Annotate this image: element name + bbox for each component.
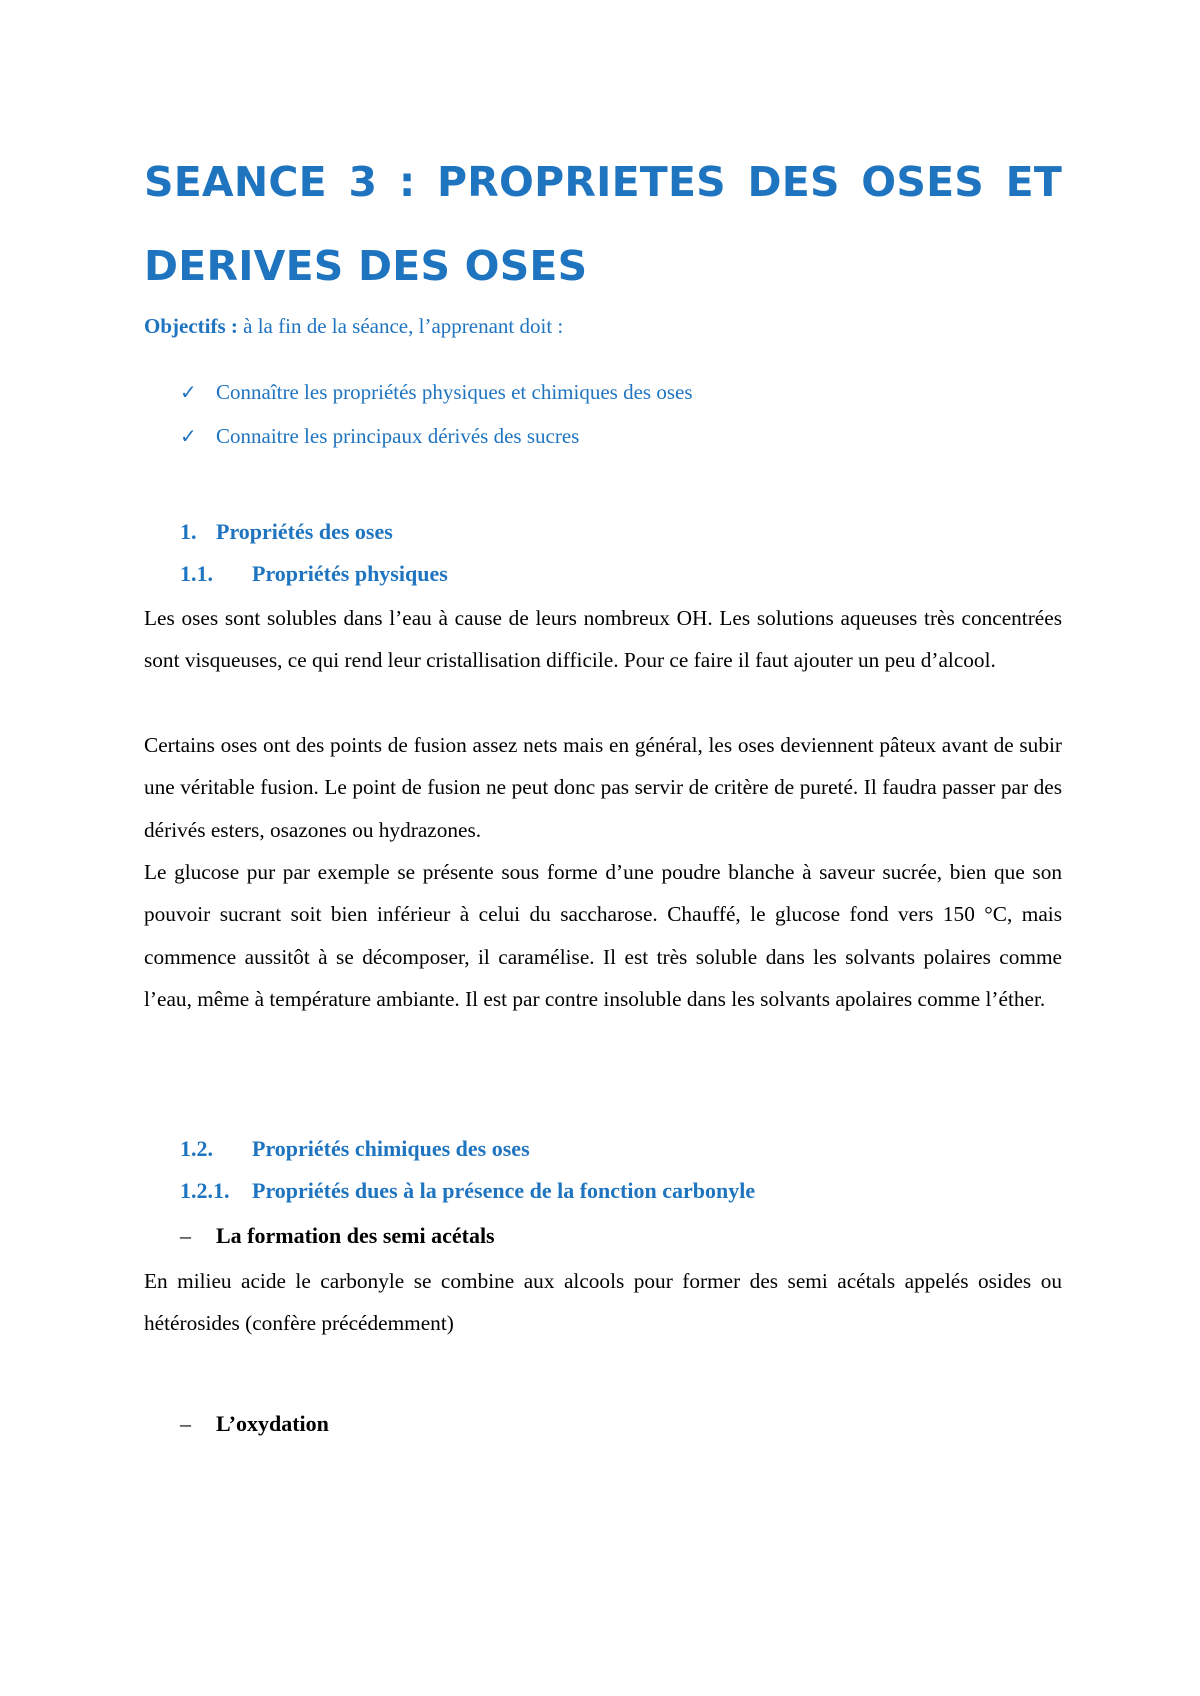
section-title: Propriétés dues à la présence de la fonction carbonyle (252, 1178, 756, 1203)
section-number: 1.1. (180, 561, 213, 586)
dash-bullet: – (180, 1411, 191, 1436)
objectives-list (180, 370, 693, 458)
section-heading-1-2-1 (180, 1178, 755, 1204)
dash-bullet: – (180, 1223, 191, 1248)
section-title: Propriétés physiques (252, 561, 448, 586)
section-heading-1-1 (180, 561, 448, 587)
objectives-label: Objectifs : (144, 314, 238, 338)
dash-item-oxidation (180, 1411, 329, 1437)
section-heading-1-2 (180, 1136, 530, 1162)
objective-item (180, 414, 693, 458)
checkmark-icon: ✓ (180, 425, 197, 448)
page-title: SEANCE 3 : PROPRIETES DES OSES ET DERIVES DES OSES (144, 158, 1062, 290)
objectives-text: à la fin de la séance, l’apprenant doit : (237, 314, 564, 338)
dash-item-semi-acetals (180, 1223, 495, 1249)
paragraph-semi-acetals: En milieu acide le carbonyle se combine aux alcools pour former des semi acétals appelés osides ou hétérosides (confère précédemment) (144, 1269, 1062, 1336)
paragraph-glucose: Le glucose pur par exemple se présente sous forme d’une poudre blanche à saveur sucrée, bien que son pouvoir sucrant soit bien inférieur à celui du saccharose. Chauffé, le glucose fond vers 150 °C, mais commence aussitôt à se décomposer, il caramélise. Il est très soluble dans les solvants polaires comme l’eau, même à température ambiante. Il est par contre insoluble dans les solvants apolaires comme l’éther. (144, 860, 1062, 1012)
section-title: Propriétés des oses (216, 519, 393, 544)
section-heading-1 (180, 519, 393, 545)
document-page (144, 0, 1062, 1696)
objective-item-text: Connaître les propriétés physiques et chimiques des oses (216, 379, 693, 404)
section-number: 1.2. (180, 1136, 213, 1161)
dash-item-title: L’oxydation (216, 1411, 329, 1436)
paragraph-fusion: Certains oses ont des points de fusion assez nets mais en général, les oses deviennent pâteux avant de subir une véritable fusion. Le point de fusion ne peut donc pas servir de critère de pureté. Il faudra passer par des dérivés esters, osazones ou hydrazones. (144, 733, 1062, 842)
dash-item-title: La formation des semi acétals (216, 1223, 495, 1248)
checkmark-icon: ✓ (180, 381, 197, 404)
section-number: 1.2.1. (180, 1178, 230, 1203)
section-number: 1. (180, 519, 197, 544)
section-title: Propriétés chimiques des oses (252, 1136, 530, 1161)
objectives-line (144, 314, 563, 339)
objective-item-text: Connaitre les principaux dérivés des sucres (216, 423, 580, 448)
objective-item (180, 370, 693, 414)
paragraph-solubility: Les oses sont solubles dans l’eau à cause de leurs nombreux OH. Les solutions aqueuses très concentrées sont visqueuses, ce qui rend leur cristallisation difficile. Pour ce faire il faut ajouter un peu d’alcool. (144, 606, 1062, 673)
